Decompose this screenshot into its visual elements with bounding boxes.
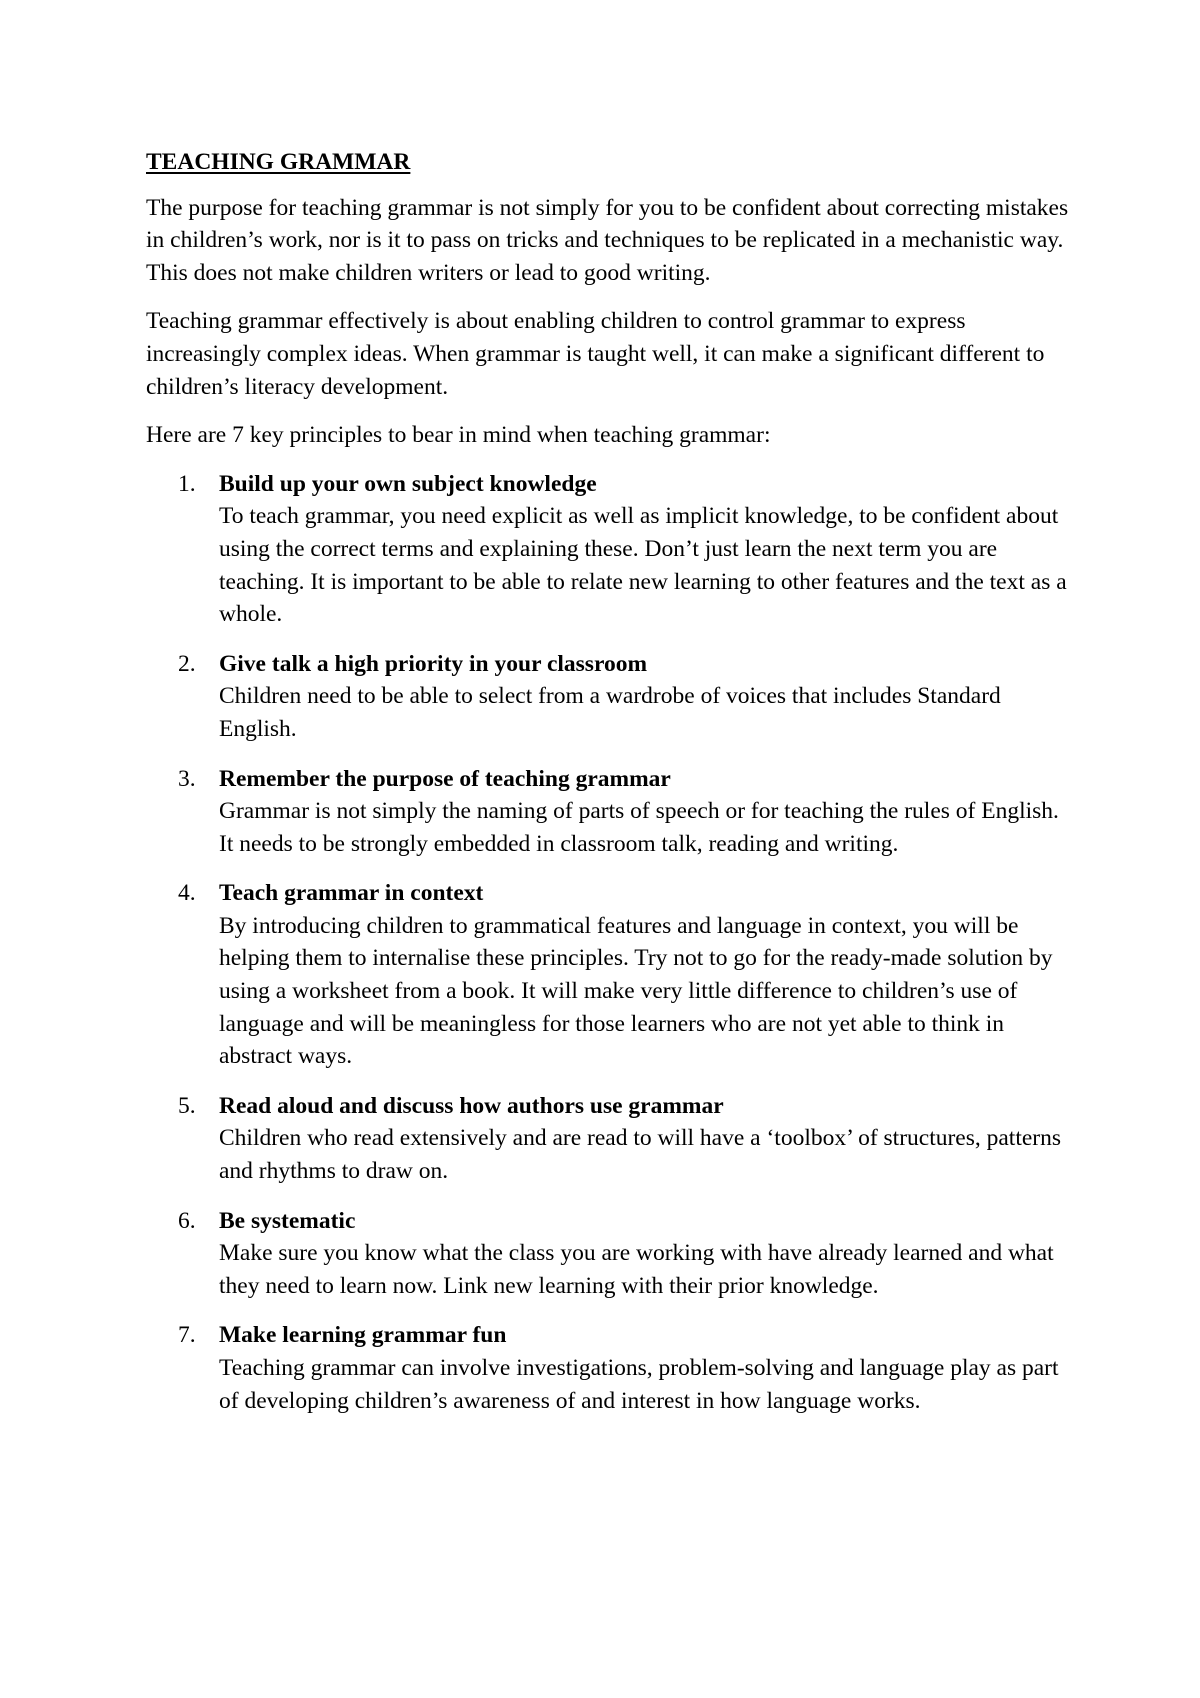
principle-item — [146, 877, 1076, 1073]
principle-number: 3. — [178, 765, 196, 792]
principle-number: 5. — [178, 1092, 196, 1119]
principle-number: 6. — [178, 1207, 196, 1234]
principle-body: Teaching grammar can involve investigations, problem-solving and language play as part of developing children’s awareness of and interest in how language works. — [219, 1355, 1059, 1414]
principle-heading: Remember the purpose of teaching grammar — [219, 765, 671, 792]
principle-item — [146, 1205, 1076, 1303]
principle-heading: Teach grammar in context — [219, 880, 484, 907]
principle-item — [146, 763, 1076, 861]
principle-body: Children who read extensively and are read to will have a ‘toolbox’ of structures, patterns and rhythms to draw on. — [219, 1125, 1062, 1185]
principle-item — [146, 1319, 1076, 1417]
principle-heading: Build up your own subject knowledge — [219, 470, 597, 497]
principle-item — [146, 1090, 1076, 1188]
principle-body: To teach grammar, you need explicit as well as implicit knowledge, to be confident about using the correct terms and explaining these. Don’t just learn the next term you are teaching. It is important to be able to relate new learning to other features and the text as a whole. — [219, 503, 1067, 628]
document-title: TEACHING GRAMMAR — [146, 149, 411, 175]
principle-number: 4. — [178, 880, 196, 907]
principle-body: Make sure you know what the class you are working with have already learned and what they need to learn now. Link new learning with their prior knowledge. — [219, 1240, 1054, 1299]
principle-number: 2. — [178, 650, 196, 677]
principle-heading: Give talk a high priority in your classroom — [219, 650, 648, 677]
principle-body: By introducing children to grammatical features and language in context, you will be helping them to internalise these principles. Try not to go for the ready-made solution by using a worksheet from a book. It will make very little difference to children’s use of language and will be meaningless for those learners who are not yet able to think in abstract ways. — [219, 912, 1053, 1070]
intro-paragraph: Teaching grammar effectively is about enabling children to control grammar to express increasingly complex ideas. When grammar is taught well, it can make a significant different to children’s literacy development. — [146, 308, 1045, 400]
principle-number: 1. — [178, 470, 196, 497]
principle-heading: Make learning grammar fun — [219, 1322, 507, 1349]
principle-item — [146, 468, 1076, 631]
principle-body: Children need to be able to select from a wardrobe of voices that includes Standard English. — [219, 683, 1001, 742]
principle-heading: Be systematic — [219, 1207, 356, 1234]
principle-heading: Read aloud and discuss how authors use grammar — [219, 1092, 724, 1119]
intro-paragraph: The purpose for teaching grammar is not simply for you to be confident about correcting mistakes in children’s work, nor is it to pass on tricks and techniques to be replicated in a mechanistic way. This does not make children writers or lead to good writing. — [146, 194, 1069, 286]
principles-lead-in: Here are 7 key principles to bear in mind when teaching grammar: — [146, 422, 771, 449]
principle-item — [146, 648, 1076, 746]
principle-number: 7. — [178, 1322, 196, 1349]
principle-body: Grammar is not simply the naming of parts of speech or for teaching the rules of English. It needs to be strongly embedded in classroom talk, reading and writing. — [219, 798, 1059, 857]
principles-list — [146, 468, 1076, 1417]
document-page — [146, 146, 1076, 1434]
